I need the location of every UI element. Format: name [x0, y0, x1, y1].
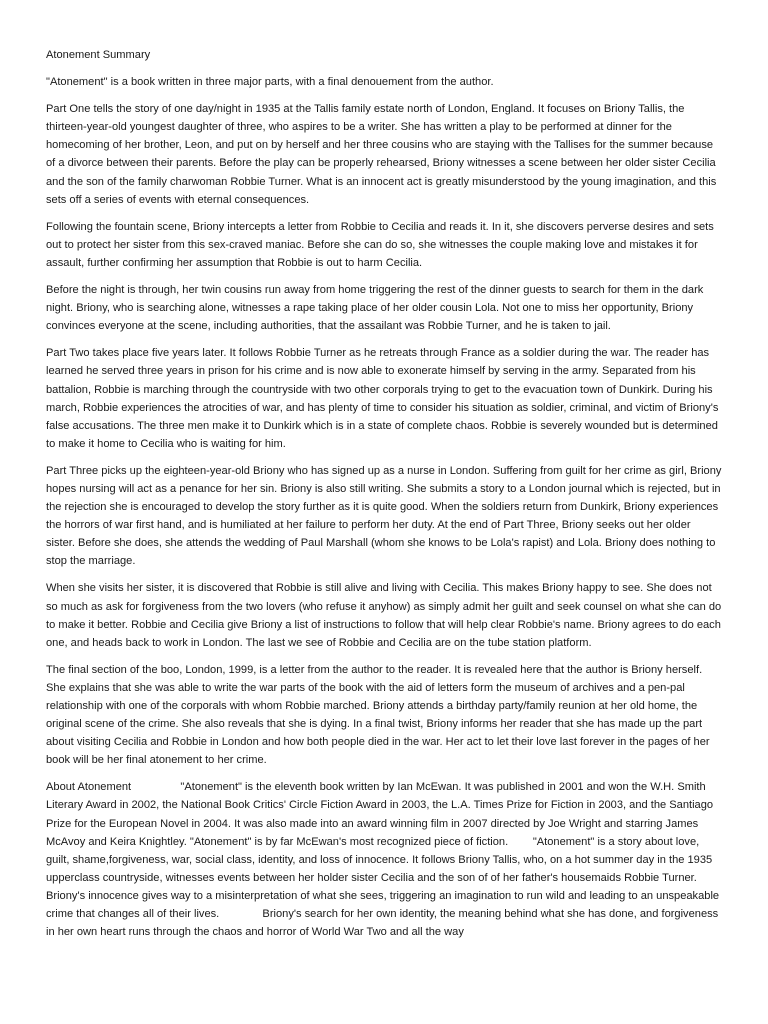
- paragraph-final-section: The final section of the boo, London, 1999, is a letter from the author to the reader. It is revealed here that the author is Briony herself. She explains that she was able to write the war parts of the book with the aid of letters form the museum of archives and a pen-pal relationship with one of the corporals with whom Robbie marched. Briony attends a birthday party/family reunion at her old home, the original scene of the crime. She also reveals that she is dying. In a final twist, Briony informs her reader that she has made up the part about visiting Cecilia and Robbie in London and how both people died in the war. Her act to let their love last forever in the pages of her book will be her final atonement to her crime.: [46, 663, 710, 767]
- document-page: [46, 46, 722, 950]
- paragraph-part-two: Part Two takes place five years later. It follows Robbie Turner as he retreats through France as a soldier during the war. The reader has learned he served three years in prison for his crime and is now able to exonerate himself by serving in the army. Separated from his battalion, Robbie is marching through the countryside with two other corporals trying to get to the evacuation town of Dunkirk. During his march, Robbie experiences the atrocities of war, and has plenty of time to consider his situation as soldier, criminal, and victim of Briony's false accusations. The three men make it to Dunkirk which is in a state of complete chaos. Robbie is severely wounded but is determined to make it home to Cecilia who is waiting for him.: [46, 347, 719, 450]
- paragraph-about-atonement: About Atonement "Atonement" is the eleventh book written by Ian McEwan. It was published in 2001 and won the W.H. Smith Literary Award in 2002, the National Book Critics' Circle Fiction Award in 2003, the L.A. Times Prize for Fiction in 2003, and the Santiago Prize for the European Novel in 2004. It was also made into an award winning film in 2007 directed by Joe Wright and starring James McAvoy and Keira Knightley. "Atonement" is by far McEwan's most recognized piece of fiction. "Atonement" is a story about love, guilt, shame,forgiveness, war, social class, identity, and loss of innocence. It follows Briony Tallis, who, on a hot summer day in the 1935 upperclass countryside, witnesses events between her holder sister Cecilia and the son of of her father's housemaids Robbie Turner. Briony's innocence gives way to a misinterpretation of what she sees, triggering an imagination to run wild and leading to an unspeakable crime that changes all of their lives. Briony's search for her own identity, the meaning behind what she has done, and forgiveness in her own heart runs through the chaos and horror of World War Two and all the way: [46, 781, 723, 939]
- paragraph-visit-sister: When she visits her sister, it is discovered that Robbie is still alive and living with Cecilia. This makes Briony happy to see. She does not so much as ask for forgiveness from the two lovers (who refuse it anyhow) as simply admit her guilt and seek counsel on what she can do to make it better. Robbie and Cecilia give Briony a list of instructions to follow that will help clear Robbie's name. Briony agrees to do each one, and heads back to work in London. The last we see of Robbie and Cecilia are on the tube station platform.: [46, 582, 722, 649]
- paragraph-fountain-scene: Following the fountain scene, Briony intercepts a letter from Robbie to Cecilia and reads it. In it, she discovers perverse desires and sets out to protect her sister from this sex-craved maniac. Before she can do so, she witnesses the couple making love and mistakes it for assault, further confirming her assumption that Robbie is out to harm Cecilia.: [46, 220, 714, 269]
- paragraph-part-three: Part Three picks up the eighteen-year-old Briony who has signed up as a nurse in London. Suffering from guilt for her crime as girl, Briony hopes nursing will act as a penance for her sin. Briony is also still writing. She submits a story to a London journal which is rejected, but in the rejection she is encouraged to develop the story further as it is quite good. When the soldiers return from Dunkirk, Briony experiences the horrors of war first hand, and is humiliated at her failure to perform her duty. At the end of Part Three, Briony seeks out her older sister. Before she does, she attends the wedding of Paul Marshall (whom she knows to be Lola's rapist) and Lola. Briony does nothing to stop the marriage.: [46, 464, 722, 568]
- paragraph-part-one: Part One tells the story of one day/night in 1935 at the Tallis family estate north of London, England. It focuses on Briony Tallis, the thirteen-year-old youngest daughter of three, who aspires to be a writer. She has written a play to be performed at dinner for the homecoming of her brother, Leon, and put on by herself and her three cousins who are staying with the Tallises for the summer because of a divorce between their parents. Before the play can be properly rehearsed, Briony witnesses a scene between her older sister Cecilia and the son of the family charwoman Robbie Turner. What is an innocent act is greatly misunderstood by the young imagination, and this sets off a series of events with eternal consequences.: [46, 103, 717, 206]
- paragraph-night: Before the night is through, her twin cousins run away from home triggering the rest of the dinner guests to search for them in the dark night. Briony, who is searching alone, witnesses a rape taking place of her older cousin Lola. Not one to miss her opportunity, Briony convinces everyone at the scene, including authorities, that the assailant was Robbie Turner, and he is taken to jail.: [46, 284, 704, 333]
- paragraph-intro: "Atonement" is a book written in three major parts, with a final denouement from the author.: [46, 76, 494, 89]
- document-title: Atonement Summary: [46, 49, 151, 61]
